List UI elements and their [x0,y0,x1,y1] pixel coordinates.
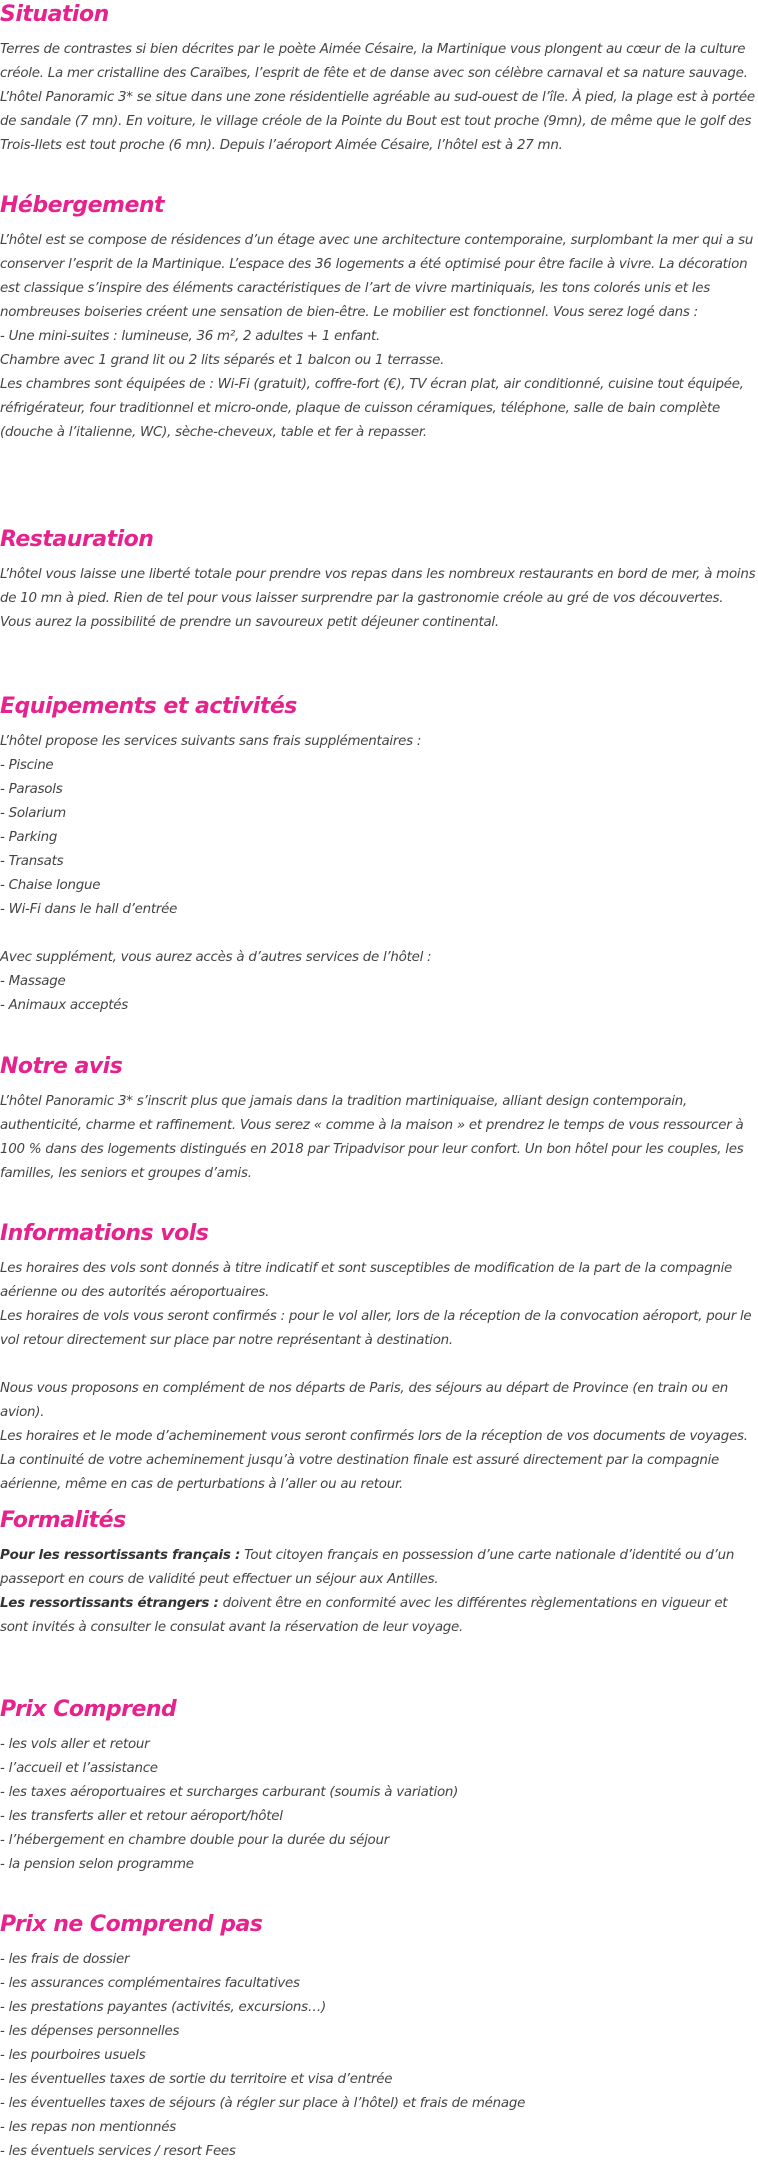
formalites-foreign [0,1592,758,1640]
section-title-hebergement: Hébergement [0,193,165,218]
formalites-foreign-text: doivent être en conformité avec les différentes règlementations en vigueur et sont invités à consulter le consulat avant la réservation de leur voyage. [0,1596,728,1635]
formalites-text [0,1544,758,1640]
section-title-restauration: Restauration [0,527,154,552]
formalites-french-label: Pour les ressortissants français : [0,1548,241,1563]
section-title-prix: Prix Comprend [0,1697,177,1722]
vols-paragraph-3: Nous vous proposons en complément de nos départs de Paris, des séjours au départ de Province (en train ou en avion). [0,1381,728,1420]
spacer [0,1353,758,1377]
vols-paragraph-1: Les horaires des vols sont donnés à titre indicatif et sont susceptibles de modification de la part de la compagnie aérienne ou des autorités aéroportuaires. [0,1261,733,1300]
hebergement-room-beds: Chambre avec 1 grand lit ou 2 lits séparés et 1 balcon ou 1 terrasse. [0,353,445,368]
section-title-prix-non: Prix ne Comprend pas [0,1912,263,1937]
section-title-equipements: Equipements et activités [0,694,297,719]
prix-list [0,1733,758,1877]
situation-paragraph: Terres de contrastes si bien décrites par le poète Aimée Césaire, la Martinique vous plongent au cœur de la culture créole. La mer cristalline des Caraïbes, l’esprit de fête et de danse avec son célèbre carnaval et sa nature sauvage. L’hôtel Panoramic 3* se situe dans une zone résidentielle agréable au sud-ouest de l’île. À pied, la plage est à portée de sandale (7 mn). En voiture, le village créole de la Pointe du Bout est tout proche (9mn), de même que le golf des Trois-Ilets est tout proche (6 mn). Depuis l’aéroport Aimée Césaire, l’hôtel est à 27 mn. [0,42,755,153]
equipements-paid-intro: Avec supplément, vous aurez accès à d’autres services de l’hôtel : [0,950,432,965]
list-item: - l’hébergement en chambre double pour la durée du séjour [0,1833,389,1848]
list-item: - Wi-Fi dans le hall d’entrée [0,902,178,917]
formalites-french-text: Tout citoyen français en possession d’une carte nationale d’identité ou d’un passeport en cours de validité peut effectuer un séjour aux Antilles. [0,1548,735,1587]
list-item: - les vols aller et retour [0,1737,150,1752]
list-item: - les dépenses personnelles [0,2024,180,2039]
vols-text [0,1257,758,1497]
section-title-formalites: Formalités [0,1508,126,1533]
restauration-text [0,563,758,635]
prix-non-list [0,1948,758,2164]
section-title-vols: Informations vols [0,1221,209,1246]
hebergement-intro: L’hôtel est se compose de résidences d’un étage avec une architecture contemporaine, surplombant la mer qui a su conserver l’esprit de la Martinique. L’espace des 36 logements a été optimisé pour être facile à vivre. La décoration est classique s’inspire des éléments caractéristiques de l’art de vivre martiniquais, les tons colorés unis et les nombreuses boiseries créent une sensation de bien-être. Le mobilier est fonctionnel. Vous serez logé dans : [0,233,754,320]
list-item: - les éventuelles taxes de sortie du territoire et visa d’entrée [0,2072,393,2087]
vols-paragraph-4: Les horaires et le mode d’acheminement vous seront confirmés lors de la réception de vos documents de voyages. [0,1429,748,1444]
list-item: - les repas non mentionnés [0,2120,177,2135]
list-item: - Solarium [0,806,66,821]
section-title-situation: Situation [0,2,109,27]
list-item: - les taxes aéroportuaires et surcharges carburant (soumis à variation) [0,1785,459,1800]
formalites-foreign-label: Les ressortissants étrangers : [0,1596,219,1611]
list-item: - la pension selon programme [0,1857,194,1872]
list-item: - les frais de dossier [0,1952,130,1967]
list-item: - Piscine [0,758,54,773]
vols-paragraph-5: La continuité de votre acheminement jusqu’à votre destination finale est assuré directement par la compagnie aérienne, même en cas de perturbations à l’aller ou au retour. [0,1453,720,1492]
vols-paragraph-2: Les horaires de vols vous seront confirmés : pour le vol aller, lors de la réception de la convocation aéroport, pour le vol retour directement sur place par notre représentant à destination. [0,1309,752,1348]
list-item: - Animaux acceptés [0,998,129,1013]
list-item: - l’accueil et l’assistance [0,1761,158,1776]
list-item: - Parking [0,830,58,845]
avis-paragraph: L’hôtel Panoramic 3* s’inscrit plus que jamais dans la tradition martiniquaise, alliant design contemporain, authenticité, charme et raffinement. Vous serez « comme à la maison » et prendrez le temps de vous ressourcer à 100 % dans des logements distingués en 2018 par Tripadvisor pour leur confort. Un bon hôtel pour les couples, les familles, les seniors et groupes d’amis. [0,1094,744,1181]
list-item: - les pourboires usuels [0,2048,146,2063]
list-item: - Chaise longue [0,878,101,893]
list-item: - les assurances complémentaires facultatives [0,1976,300,1991]
spacer [0,922,758,946]
list-item: - les transferts aller et retour aéroport/hôtel [0,1809,283,1824]
list-item: - Transats [0,854,64,869]
list-item: - les éventuels services / resort Fees [0,2144,236,2159]
list-item: - les éventuelles taxes de séjours (à régler sur place à l’hôtel) et frais de ménage [0,2096,526,2111]
list-item: - Massage [0,974,66,989]
section-title-avis: Notre avis [0,1054,123,1079]
list-item: - Parasols [0,782,63,797]
formalites-french [0,1544,758,1592]
avis-text [0,1090,758,1186]
equipements-intro: L’hôtel propose les services suivants sans frais supplémentaires : [0,734,422,749]
situation-text [0,38,758,158]
restauration-paragraph: L’hôtel vous laisse une liberté totale pour prendre vos repas dans les nombreux restaurants en bord de mer, à moins de 10 mn à pied. Rien de tel pour vous laisser surprendre par la gastronomie créole au gré de vos découvertes. Vous aurez la possibilité de prendre un savoureux petit déjeuner continental. [0,567,756,630]
hebergement-equipment: Les chambres sont équipées de : Wi-Fi (gratuit), coffre-fort (€), TV écran plat, air conditionné, cuisine tout équipée, réfrigérateur, four traditionnel et micro-onde, plaque de cuisson céramiques, téléphone, salle de bain complète (douche à l’italienne, WC), sèche-cheveux, table et fer à repasser. [0,377,744,440]
hebergement-text [0,229,758,445]
equipements-text [0,730,758,1018]
list-item: - les prestations payantes (activités, excursions…) [0,2000,327,2015]
hebergement-room-type: - Une mini-suites : lumineuse, 36 m², 2 adultes + 1 enfant. [0,329,381,344]
